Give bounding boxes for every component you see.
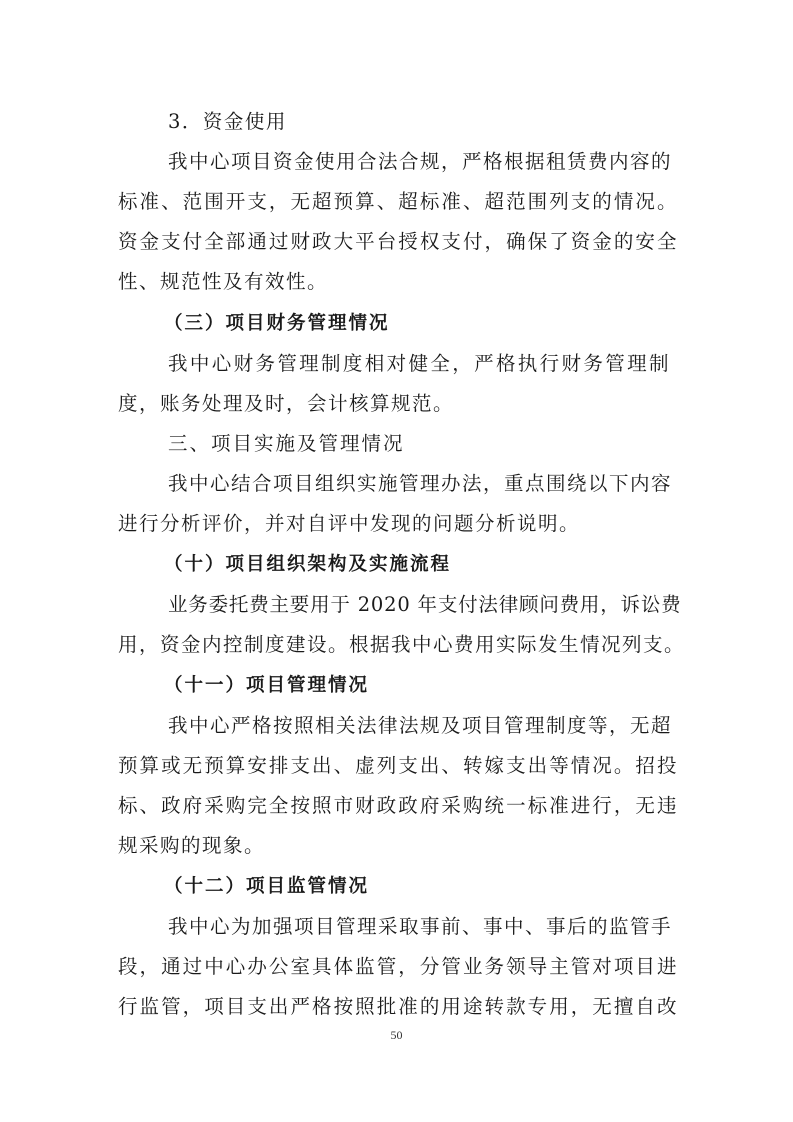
paragraph-line: 段，通过中心办公室具体监管，分管业务领导主管对项目进 (118, 955, 678, 978)
section-heading-funds-usage: 3．资金使用 (168, 110, 287, 133)
page-number: 50 (390, 1028, 403, 1042)
paragraph-line: 规采购的现象。 (118, 834, 266, 857)
paragraph-line: 预算或无预算安排支出、虚列支出、转嫁支出等情况。招投 (118, 754, 678, 777)
paragraph-line: 标、政府采购完全按照市财政政府采购统一标准进行，无违 (118, 794, 678, 817)
paragraph-line: 进行分析评价，并对自评中发现的问题分析说明。 (118, 512, 581, 535)
paragraph-line: 用，资金内控制度建设。根据我中心费用实际发生情况列支。 (118, 633, 686, 656)
paragraph-line: 行监管，项目支出严格按照批准的用途转款专用，无擅自改 (118, 995, 678, 1018)
section-heading-implementation: 三、项目实施及管理情况 (168, 432, 405, 455)
section-heading-supervision: （十二）项目监管情况 (164, 876, 370, 897)
paragraph-line: 标准、范围开支，无超预算、超标准、超范围列支的情况。 (118, 190, 678, 213)
paragraph-line: 资金支付全部通过财政大平台授权支付，确保了资金的安全 (118, 230, 678, 253)
paragraph-line: 度，账务处理及时，会计核算规范。 (118, 392, 455, 415)
section-heading-management: （十一）项目管理情况 (164, 675, 370, 696)
section-heading-finance: （三）项目财务管理情况 (164, 313, 390, 334)
paragraph-line: 业务委托费主要用于 2020 年支付法律顾问费用，诉讼费 (168, 593, 682, 616)
paragraph-line: 我中心为加强项目管理采取事前、事中、事后的监管手 (168, 915, 673, 938)
section-heading-org-structure: （十）项目组织架构及实施流程 (164, 554, 452, 575)
paragraph-line: 我中心结合项目组织实施管理办法，重点围绕以下内容 (168, 472, 673, 495)
paragraph-line: 我中心项目资金使用合法合规，严格根据租赁费内容的 (168, 150, 673, 173)
paragraph-line: 我中心财务管理制度相对健全，严格执行财务管理制 (168, 352, 670, 375)
paragraph-line: 性、规范性及有效性。 (118, 270, 329, 293)
paragraph-line: 我中心严格按照相关法律法规及项目管理制度等，无超 (168, 714, 673, 737)
